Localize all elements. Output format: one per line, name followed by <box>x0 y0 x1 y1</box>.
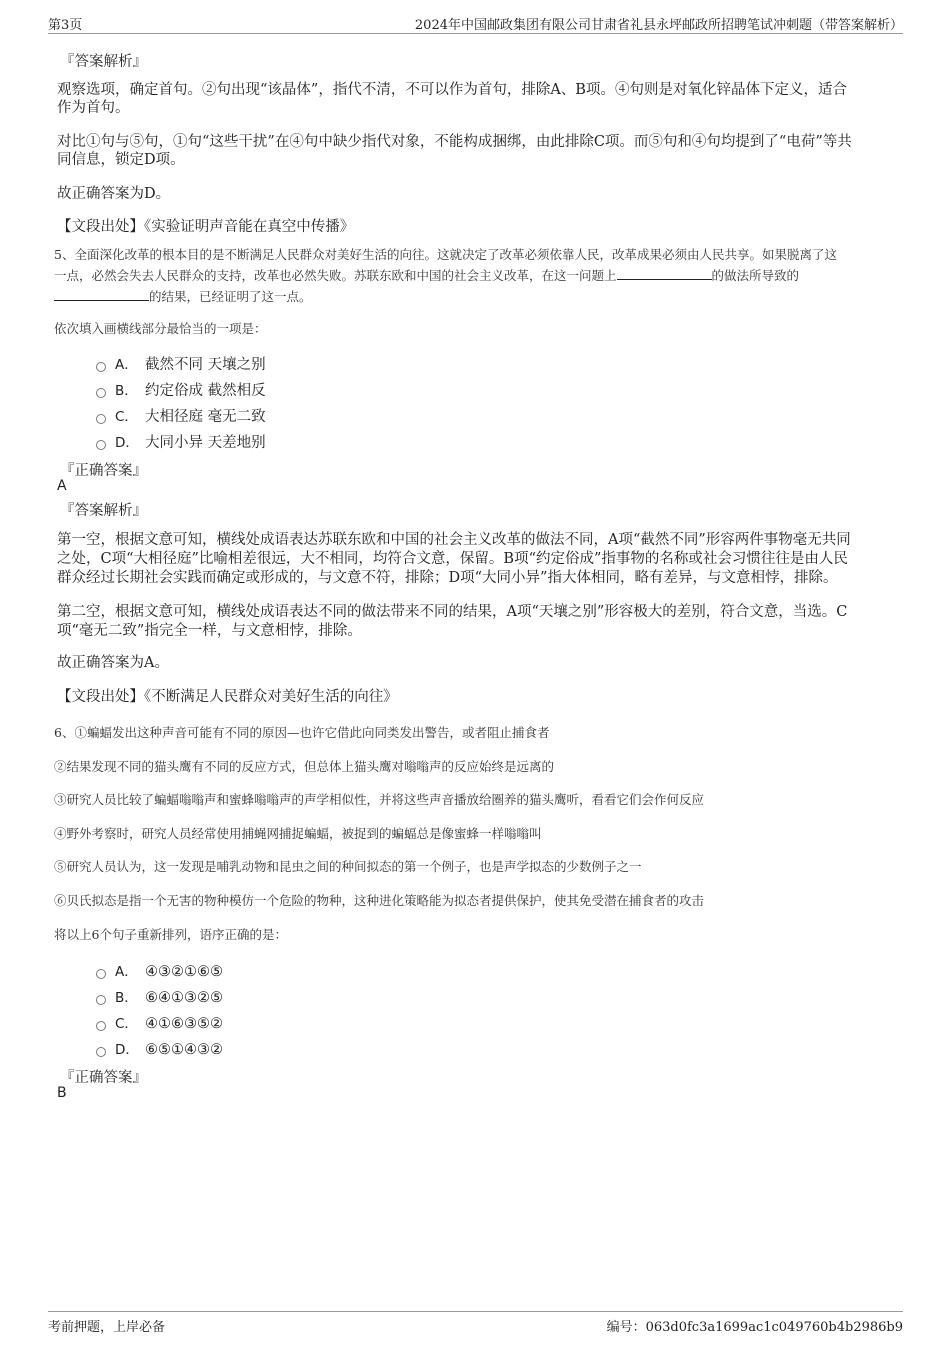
option-text: ④③②①⑥⑤ <box>145 964 223 980</box>
option-letter: D． <box>115 1042 139 1058</box>
option-text: 约定俗成 截然相反 <box>145 383 266 399</box>
option-letter: C． <box>115 1016 138 1032</box>
option-text: ④①⑥③⑤② <box>145 1016 223 1032</box>
radio-icon[interactable] <box>96 1047 106 1057</box>
sentence-5: ⑤研究人员认为，这一发现是哺乳动物和昆虫之间的种间拟态的第一个例子，也是声学拟态的少数例子之一 <box>54 859 642 874</box>
analysis-text: 群众经过长期社会实践而确定或形成的，与文意不符，排除；D项“大同小异”指大体相同，略有差异，与文意相悖，排除。 <box>57 570 838 586</box>
radio-icon[interactable] <box>96 414 106 424</box>
option-text: 截然不同 天壤之别 <box>145 357 266 373</box>
option-letter: D． <box>115 435 139 451</box>
analysis-text: 之处，C项“大相径庭”比喻相差很远，大不相同，均符合文意，保留。B项“约定俗成”指事物的名称或社会习惯往往是由人民 <box>57 551 848 567</box>
page-header <box>48 12 903 34</box>
radio-icon[interactable] <box>96 362 106 372</box>
question-stem <box>54 266 799 284</box>
page-number: 第3页 <box>48 18 83 33</box>
radio-icon[interactable] <box>96 388 106 398</box>
analysis-text: 第二空，根据文意可知，横线处成语表达不同的做法带来不同的结果，A项“天壤之别”形容极大的差别，符合文意，当选。C <box>57 604 848 620</box>
correct-answer-label: 『正确答案』 <box>60 463 147 479</box>
analysis-text: 观察选项，确定首句。②句出现“该晶体”，指代不清，不可以作为首句，排除A、B项。④句则是对氧化锌晶体下定义，适合 <box>57 82 847 98</box>
question-stem-part: 的做法所导致的 <box>711 268 800 283</box>
radio-icon[interactable] <box>96 1021 106 1031</box>
radio-icon[interactable] <box>96 969 106 979</box>
option-d[interactable] <box>96 1038 223 1058</box>
page-footer <box>48 1311 903 1336</box>
analysis-text: 同信息，锁定D项。 <box>57 152 185 168</box>
radio-icon[interactable] <box>96 995 106 1005</box>
footer-slogan: 考前押题，上岸必备 <box>48 1320 166 1335</box>
option-a[interactable] <box>96 353 266 374</box>
option-c[interactable] <box>96 1012 223 1032</box>
question-stem-part: 一点，必然会失去人民群众的支持，改革也必然失败。苏联东欧和中国的社会主义改革，在这一问题上 <box>54 268 617 283</box>
sentence-1: 6、①蝙蝠发出这种声音可能有不同的原因—也许它借此向同类发出警告，或者阻止捕食者 <box>54 725 550 740</box>
conclusion-text: 故正确答案为A。 <box>57 655 169 671</box>
sentence-3: ③研究人员比较了蝙蝠嗡嗡声和蜜蜂嗡嗡声的声学相似性，并将这些声音播放给圈养的猫头鹰听，看看它们会作何反应 <box>54 792 705 807</box>
question-stem-part: 的结果，已经证明了这一点。 <box>149 289 312 304</box>
document-title: 2024年中国邮政集团有限公司甘肃省礼县永坪邮政所招聘笔试冲刺题（带答案解析） <box>414 18 903 33</box>
footer-serial: 编号：063d0fc3a1699ac1c049760b4b2986b9 <box>606 1320 903 1335</box>
analysis-label: 『答案解析』 <box>60 503 147 519</box>
fill-blank-1 <box>617 267 712 280</box>
analysis-text: 作为首句。 <box>57 100 130 116</box>
option-letter: B． <box>115 990 138 1006</box>
sentence-4: ④野外考察时，研究人员经常使用捕蝇网捕捉蝙蝠，被捉到的蝙蝠总是像蜜蜂一样嗡嗡叫 <box>54 826 542 841</box>
option-letter: A． <box>115 964 138 980</box>
option-letter: B． <box>115 383 138 399</box>
correct-answer: A <box>57 478 67 494</box>
correct-answer: B <box>57 1085 67 1101</box>
sentence-2: ②结果发现不同的猫头鹰有不同的反应方式，但总体上猫头鹰对嗡嗡声的反应始终是远离的 <box>54 759 555 774</box>
option-d[interactable] <box>96 431 266 452</box>
option-letter: C． <box>115 409 138 425</box>
question-prompt: 依次填入画横线部分最恰当的一项是： <box>54 321 267 336</box>
source-text: 【文段出处】《不断满足人民群众对美好生活的向往》 <box>57 689 398 705</box>
option-letter: A． <box>115 357 138 373</box>
option-text: 大同小异 天差地别 <box>145 435 266 451</box>
question-stem: 5、全面深化改革的根本目的是不断满足人民群众对美好生活的向往。这就决定了改革必须依靠人民，改革成果必须由人民共享。如果脱离了这 <box>54 247 837 262</box>
fill-blank-2 <box>54 288 149 301</box>
option-a[interactable] <box>96 960 223 980</box>
option-text: 大相径庭 毫无二致 <box>145 409 266 425</box>
source-text: 【文段出处】《实验证明声音能在真空中传播》 <box>57 219 355 235</box>
radio-icon[interactable] <box>96 440 106 450</box>
analysis-text: 项“毫无二致”指完全一样，与文意相悖，排除。 <box>57 623 362 639</box>
analysis-text: 对比①句与⑤句，①句“这些干扰”在④句中缺少指代对象，不能构成捆绑，由此排除C项。而⑤句和④句均提到了“电荷”等共 <box>57 134 852 150</box>
option-b[interactable] <box>96 379 266 400</box>
option-c[interactable] <box>96 405 266 426</box>
option-text: ⑥⑤①④③② <box>145 1042 223 1058</box>
correct-answer-label: 『正确答案』 <box>60 1070 147 1086</box>
analysis-label: 『答案解析』 <box>60 54 147 70</box>
option-text: ⑥④①③②⑤ <box>145 990 223 1006</box>
question-prompt: 将以上6个句子重新排列，语序正确的是： <box>54 927 287 942</box>
question-stem <box>54 287 312 305</box>
conclusion-text: 故正确答案为D。 <box>57 186 171 202</box>
sentence-6: ⑥贝氏拟态是指一个无害的物种模仿一个危险的物种，这种进化策略能为拟态者提供保护，使其免受潜在捕食者的攻击 <box>54 893 705 908</box>
option-b[interactable] <box>96 986 223 1006</box>
analysis-text: 第一空，根据文意可知，横线处成语表达苏联东欧和中国的社会主义改革的做法不同，A项“截然不同”形容两件事物毫无共同 <box>57 532 851 548</box>
